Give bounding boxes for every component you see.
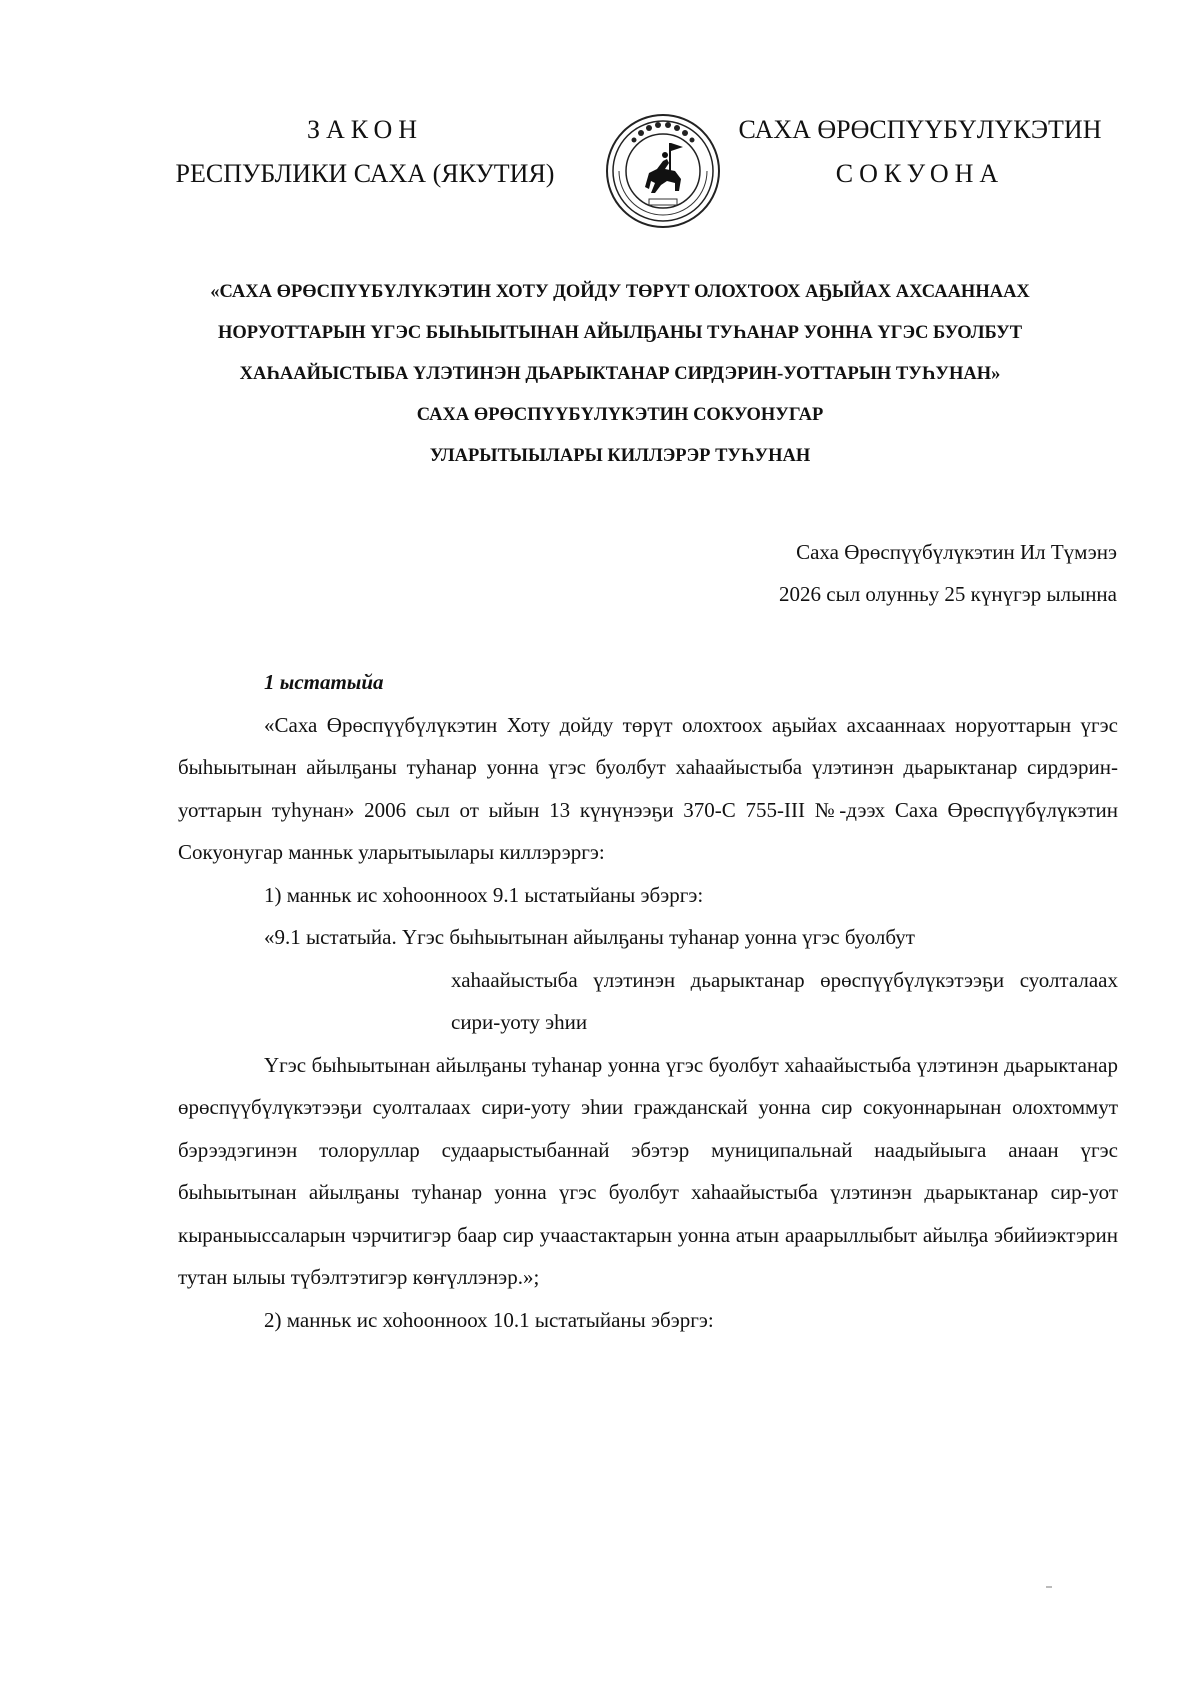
adoption-note — [779, 531, 1117, 615]
law-label-ru: ЗАКОН — [306, 115, 424, 144]
title-line-1: «САХА ӨРӨСПҮҮБҮЛҮКЭТИН ХОТУ ДОЙДУ ТӨРҮТ ОЛОХТООХ АҔЫЙАХ АХСААННААХ — [210, 282, 1030, 302]
adopted-date: 2026 сыл олунньу 25 күнүгэр ылынна — [779, 582, 1117, 606]
paragraph-article-text: Үгэс быһыытынан айылҕаны туһанар уонна үгэс буолбут хаһаайыстыба үлэтинэн дьарыктанар өрөспүүбүлүкэтээҕи суолталаах сири-уоту эһии гражданскай уонна сир сокуоннарынан олохтоммут бэрээдэгинэн толоруллар судаарыстыбаннай эбэтэр муниципальнай наадыйыыга анаан үгэс быһыытынан айылҕаны туһанар уонна үгэс буолбут хаһаайыстыба үлэтинэн дьарыктанар сир-уот кыраныыссаларын чэрчитигэр баар сир учаастактарын уонна атын араарыллыбыт айылҕа эбийиэктэрин тутан ылыы түбэлтэтигэр көҥүллэнэр.»; — [178, 1052, 1118, 1289]
republic-name-sakha: САХА ӨРӨСПҮҮБҮЛҮКЭТИН — [738, 115, 1102, 144]
republic-name-ru: РЕСПУБЛИКИ САХА (ЯКУТИЯ) — [175, 159, 555, 188]
title-line-4: САХА ӨРӨСПҮҮБҮЛҮКЭТИН СОКУОНУГАР — [416, 405, 824, 425]
law-title — [150, 272, 1090, 477]
title-line-3: ХАҺААЙЫСТЫБА ҮЛЭТИНЭН ДЬАРЫКТАНАР СИРДЭРИН-УОТТАРЫН ТУҺУНАН» — [239, 364, 1001, 384]
document-body — [178, 661, 1118, 1341]
quoted-article-heading — [264, 916, 1118, 1044]
quoted-article-lead: «9.1 ыстатыйа. Үгэс быһыытынан айылҕаны туһанар уонна үгэс буолбут — [264, 925, 915, 949]
quoted-article-continuation: хаһаайыстыба үлэтинэн дьарыктанар өрөспүүбүлүкэтээҕи суолталаах сири-уоту эһии — [451, 967, 1118, 1034]
amendment-item-1: 1) манньк ис хоһоонноох 9.1 ыстатыйаны эбэргэ: — [264, 882, 704, 907]
adopted-by: Саха Өрөспүүбүлүкэтин Ил Түмэнэ — [796, 540, 1117, 564]
header-left — [170, 108, 560, 196]
title-line-5: УЛАРЫТЫЫЛАРЫ КИЛЛЭРЭР ТУҺУНАН — [429, 446, 811, 466]
paragraph-intro: «Саха Өрөспүүбүлүкэтин Хоту дойду төрүт олохтоох аҕыйах ахсааннаах норуоттарын үгэс быһыытынан айылҕаны туһанар уонна үгэс буолбут хаһаайыстыба үлэтинэн дьарыктанар сирдэрин-уоттарын туһунан» 2006 сыл от ыйын 13 күнүнээҕи 370-С 755-III №-дээх Саха Өрөспүүбүлүкэтин Сокуонугар манньк уларытыылары киллэрэргэ: — [178, 712, 1118, 864]
coat-of-arms-emblem-icon — [605, 113, 721, 229]
amendment-item-2: 2) манньк ис хоһоонноох 10.1 ыстатыйаны эбэргэ: — [264, 1307, 714, 1332]
title-line-2: НОРУОТТАРЫН ҮГЭС БЫҺЫЫТЫНАН АЙЫЛҔАНЫ ТУҺАНАР УОННА ҮГЭС БУОЛБУТ — [217, 323, 1023, 343]
scan-speck — [1046, 1586, 1052, 1588]
article-heading: 1 ыстатыйа — [264, 670, 384, 694]
header-right — [720, 108, 1120, 196]
law-label-sakha: СОКУОНА — [835, 159, 1005, 188]
